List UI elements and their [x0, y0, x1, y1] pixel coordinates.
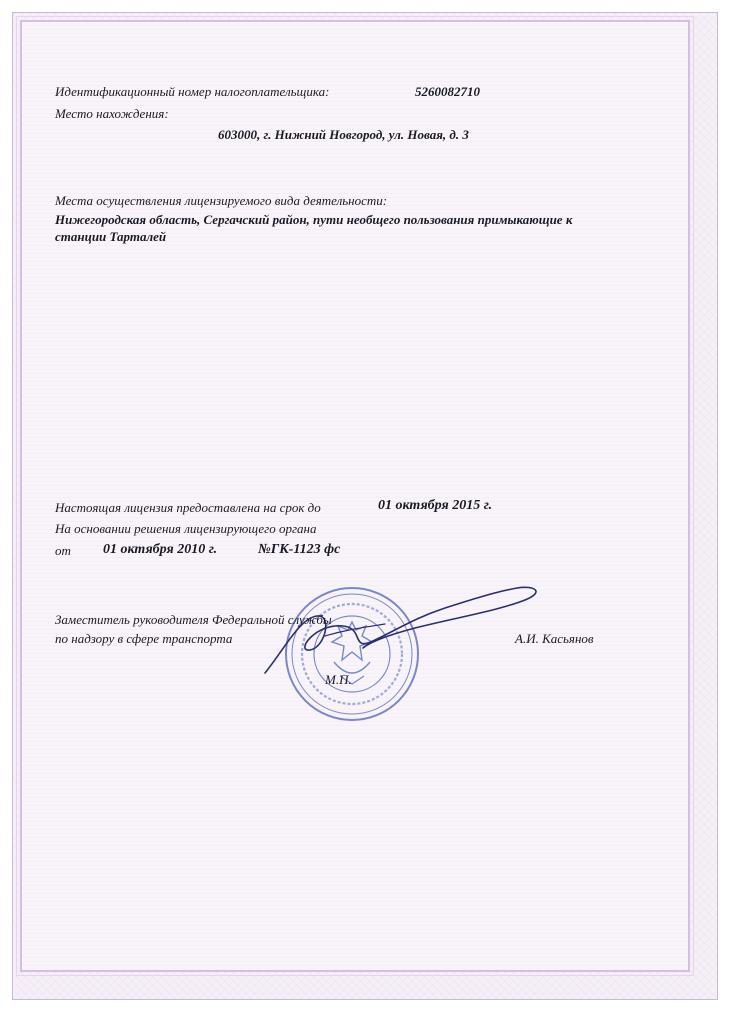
activity-places-label: Места осуществления лицензируемого вида деятельности:: [55, 193, 388, 208]
signatory-title-line1: Заместитель руководителя Федеральной службы: [55, 612, 332, 627]
term-label: Настоящая лицензия предоставлена на срок до: [55, 500, 321, 515]
signature: [255, 578, 550, 683]
term-value: 01 октября 2015 г.: [378, 498, 493, 513]
taxpayer-id-value: 5260082710: [415, 84, 480, 99]
stamp-place-mark: М.П.: [325, 672, 352, 687]
basis-date: 01 октября 2010 г.: [103, 542, 218, 557]
inner-frame: [20, 20, 690, 972]
basis-number: №ГК-1123 фс: [258, 542, 341, 557]
basis-from-label: от: [55, 543, 71, 558]
signatory-name: А.И. Касьянов: [515, 631, 594, 646]
taxpayer-id-label: Идентификационный номер налогоплательщика:: [55, 84, 330, 99]
location-value: 603000, г. Нижний Новгород, ул. Новая, д. 3: [218, 127, 469, 142]
activity-places-line1: Нижегородская область, Сергачский район, пути необщего пользования примыкающие к: [55, 212, 573, 227]
location-label: Место нахождения:: [55, 106, 169, 121]
basis-label: На основании решения лицензирующего органа: [55, 521, 317, 536]
activity-places-line2: станции Тарталей: [55, 229, 167, 244]
signatory-title-line2: по надзору в сфере транспорта: [55, 631, 233, 646]
